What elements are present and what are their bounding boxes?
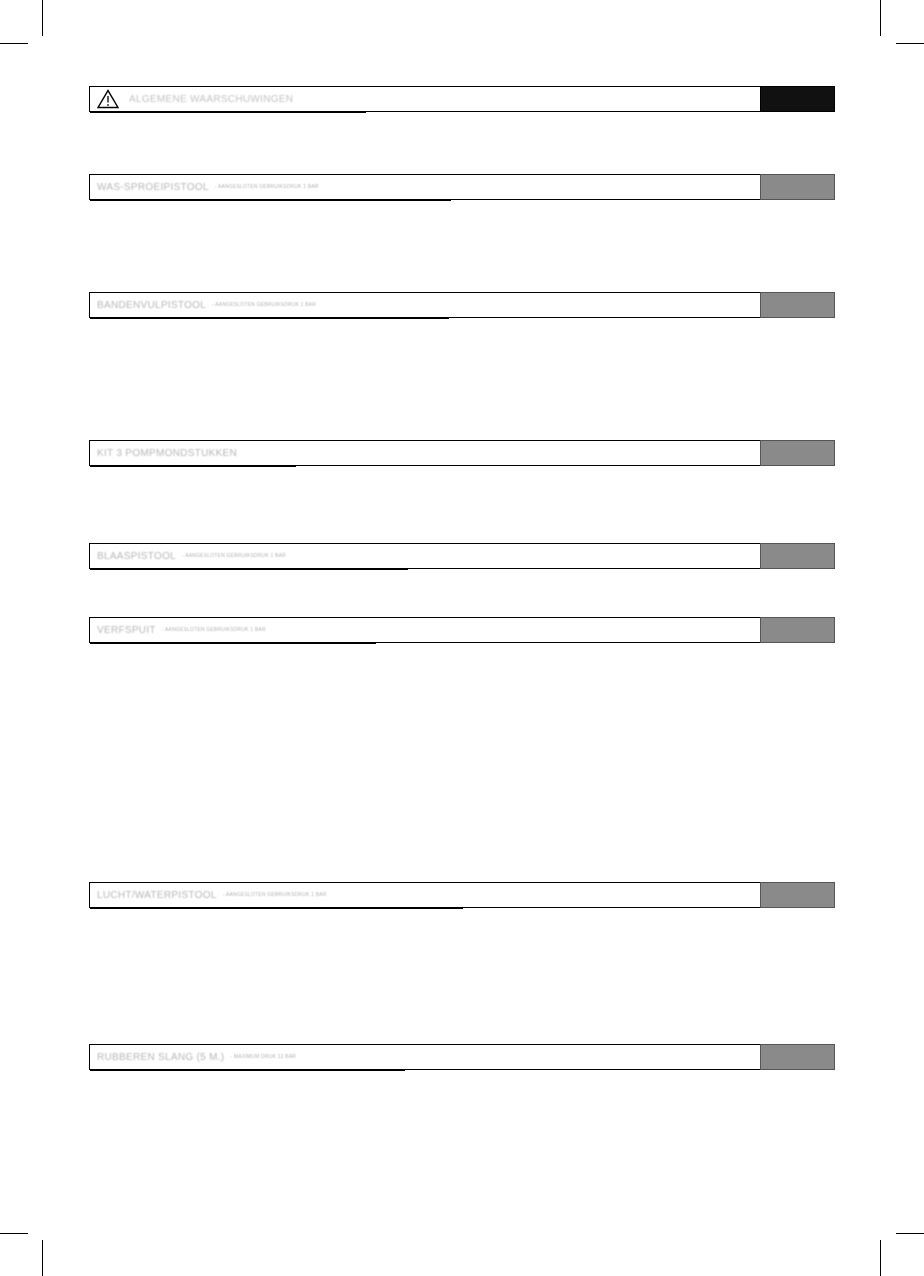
section-header-paint-sprayer [89, 617, 835, 643]
section-tab [760, 174, 835, 200]
crop-mark [42, 1240, 43, 1276]
title-underline [90, 199, 451, 201]
title-underline [90, 111, 366, 113]
section-title: RUBBEREN SLANG (5 M.) [97, 1051, 225, 1063]
section-title-wrap [90, 1045, 296, 1069]
section-title-wrap [90, 441, 237, 465]
title-underline [90, 465, 296, 467]
section-title: BANDENVULPISTOOL [97, 299, 207, 311]
section-tab [760, 292, 835, 318]
crop-mark [896, 43, 924, 44]
section-header-wash-spray-gun [89, 174, 835, 200]
section-header-nozzle-kit [89, 440, 835, 466]
section-tab [760, 617, 835, 643]
section-header-blow-gun [89, 543, 835, 569]
section-subtitle: - AANGESLOTEN GEBRUIKSDRUK 1 BAR [182, 553, 286, 559]
section-tab [760, 882, 835, 908]
section-title-wrap [90, 87, 293, 111]
warning-triangle-icon [97, 89, 119, 109]
section-subtitle: - AANGESLOTEN GEBRUIKSDRUK 1 BAR [212, 302, 317, 308]
section-header-general-warnings [89, 86, 835, 112]
section-subtitle: - AANGESLOTEN GEBRUIKSDRUK 1 BAR [222, 892, 327, 898]
crop-mark [880, 0, 881, 36]
section-title-wrap [90, 175, 319, 199]
crop-mark [880, 1240, 881, 1276]
section-title-wrap [90, 618, 266, 642]
section-title: ALGEMENE WAARSCHUWINGEN [129, 93, 294, 105]
section-title-wrap [90, 544, 286, 568]
section-title: BLAASPISTOOL [97, 550, 177, 562]
section-title-wrap [90, 883, 327, 907]
title-underline [90, 642, 376, 644]
section-header-air-water-gun [89, 882, 835, 908]
section-header-rubber-hose [89, 1044, 835, 1070]
crop-mark [0, 43, 28, 44]
crop-mark [0, 1233, 28, 1234]
title-underline [90, 1069, 405, 1071]
section-tab [760, 1044, 835, 1070]
section-subtitle: - MAXIMUM DRUK 12 BAR [230, 1054, 297, 1060]
section-subtitle: - AANGESLOTEN GEBRUIKSDRUK 1 BAR [161, 627, 266, 633]
section-title: VERFSPUIT [97, 624, 156, 636]
crop-mark [42, 0, 43, 36]
section-tab [760, 440, 835, 466]
crop-mark [896, 1233, 924, 1234]
section-title: KIT 3 POMPMONDSTUKKEN [97, 447, 238, 459]
section-title: LUCHT/WATERPISTOOL [97, 889, 217, 901]
section-subtitle: - AANGESLOTEN GEBRUIKSDRUK 1 BAR [214, 184, 319, 190]
section-tab [760, 86, 835, 112]
title-underline [90, 568, 408, 570]
title-underline [90, 907, 463, 909]
section-title-wrap [90, 293, 316, 317]
title-underline [90, 317, 449, 319]
section-tab [760, 543, 835, 569]
section-header-tyre-inflator [89, 292, 835, 318]
section-title: WAS-SPROEIPISTOOL [97, 181, 209, 193]
